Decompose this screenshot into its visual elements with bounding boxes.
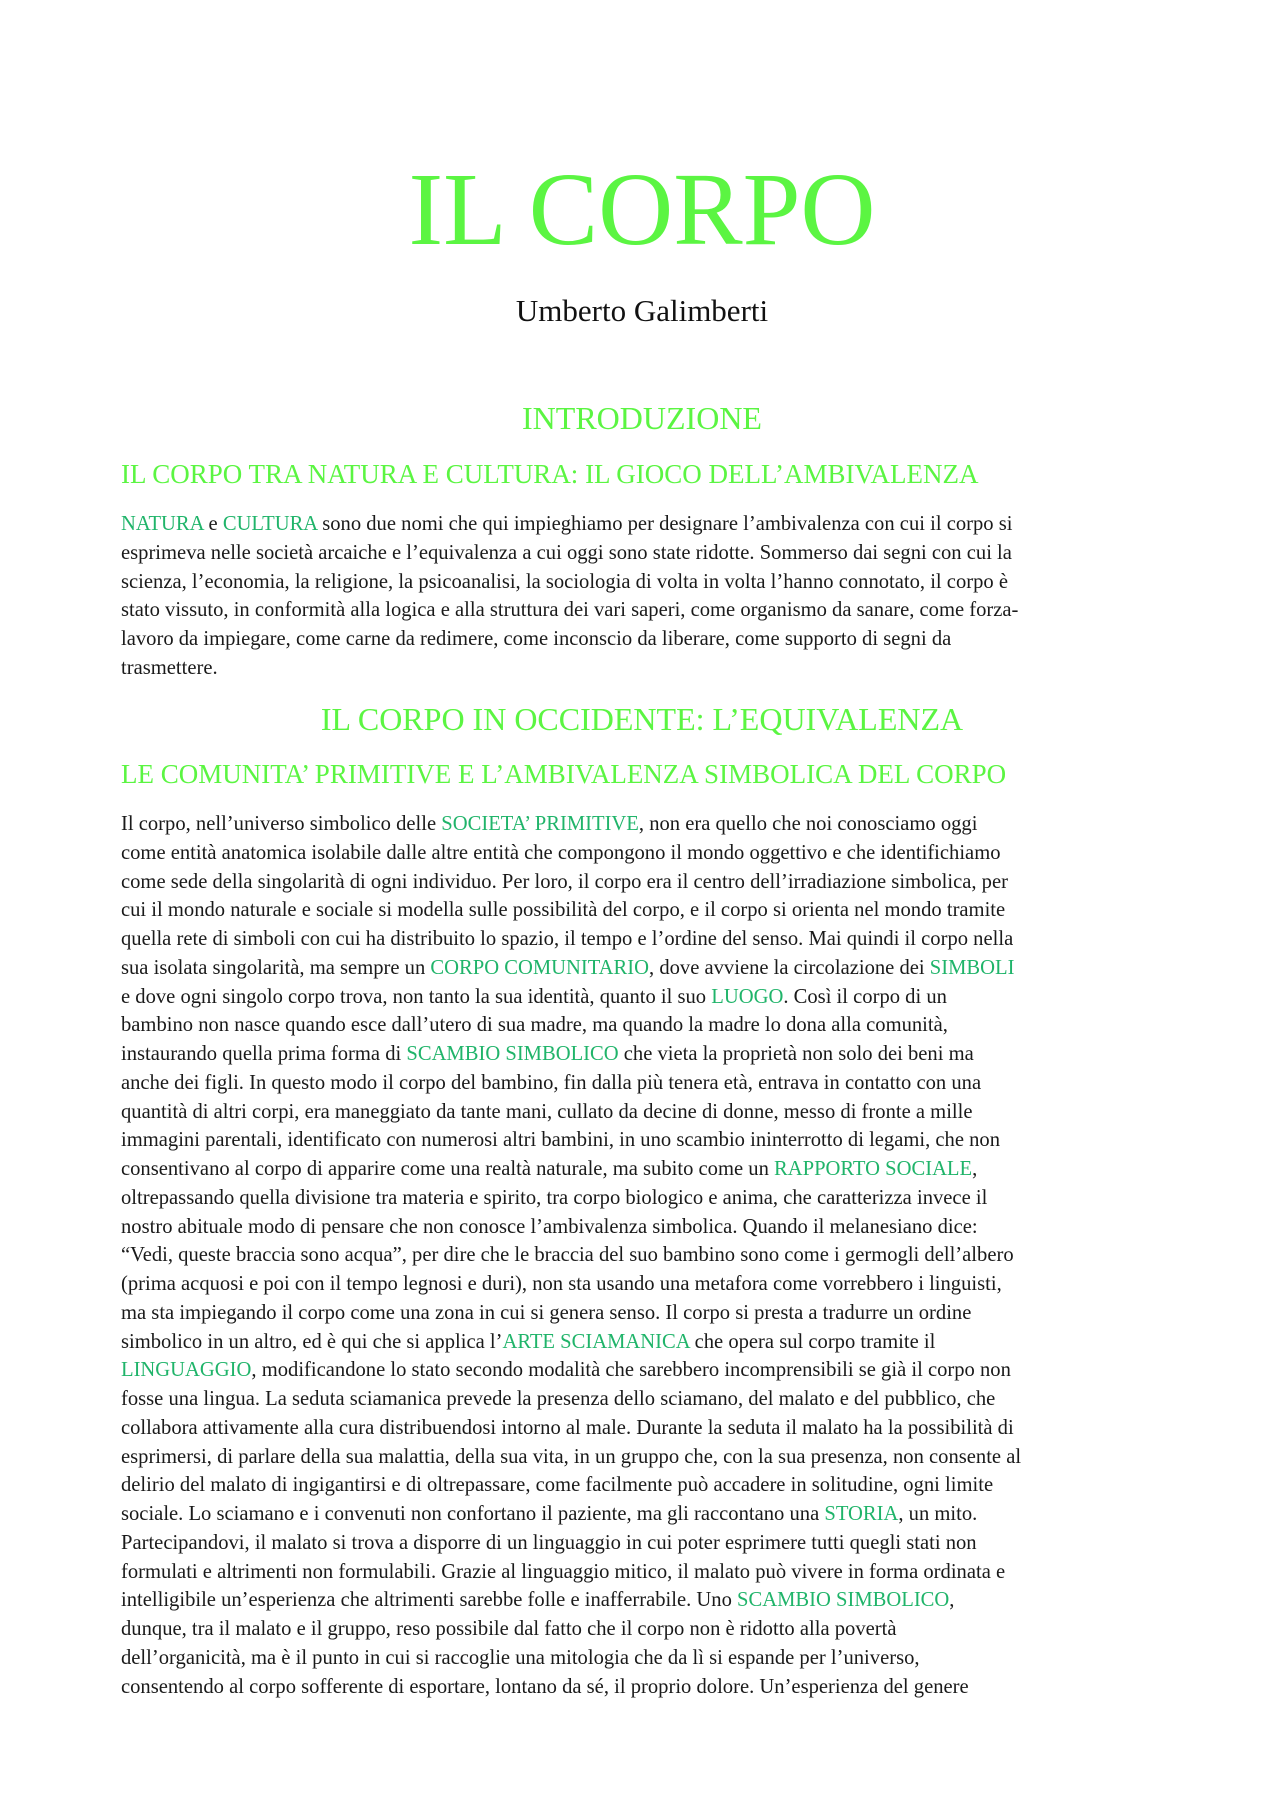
text-run: scienza, l’economia, la religione, la psicoanalisi, la sociologia di volta in volta l’hanno connotato, il corpo è [121, 570, 1008, 593]
text-line [121, 1414, 1163, 1443]
text-line [121, 596, 1163, 625]
text-run: . Così il corpo di un [783, 985, 947, 1008]
text-run: lavoro da impiegare, come carne da redimere, come inconscio da liberare, come supporto di segni da [121, 628, 952, 650]
text-line [121, 1356, 1163, 1385]
text-run: , [972, 1158, 978, 1180]
text-run: (prima acquosi e poi con il tempo legnosi e duri), non sta usando una metafora come vorrebbero i linguisti, [121, 1273, 1002, 1295]
text-line [121, 1299, 1163, 1328]
text-run: come entità anatomica isolabile dalle altre entità che compongono il mondo oggettivo e che identifichiamo [121, 841, 1001, 864]
text-run: dunque, tra il malato e il gruppo, reso possibile dal fatto che il corpo non è ridotto alla povertà [121, 1618, 897, 1640]
text-line [121, 1558, 1163, 1587]
text-run: e [203, 513, 223, 535]
text-line [121, 1443, 1163, 1472]
keyword-term: LUOGO [711, 985, 784, 1008]
keyword-term: SOCIETA’ PRIMITIVE [441, 813, 639, 835]
text-line [121, 896, 1163, 925]
text-run: immagini parentali, identificato con numerosi altri bambini, in uno scambio ininterrotto di legami, che non [121, 1129, 1001, 1152]
text-run: oltrepassando quella divisione tra materia e spirito, tra corpo biologico e anima, che caratterizza invece il [121, 1186, 988, 1209]
document-title: IL CORPO [408, 152, 876, 267]
text-run: esprimersi, di parlare della sua malattia, della sua vita, in un gruppo che, con la sua presenza, non consente al [121, 1445, 1022, 1468]
text-line [121, 1673, 1163, 1702]
text-run: simbolico in un altro, ed è qui che si applica l’ [121, 1330, 503, 1353]
text-run: esprimeva nelle società arcaiche e l’equivalenza a cui oggi sono state ridotte. Sommerso dai segni con cui la [121, 541, 1012, 564]
text-run: fosse una lingua. La seduta sciamanica prevede la presenza dello sciamano, del malato e del pubblico, che [121, 1388, 996, 1410]
text-line [121, 1529, 1163, 1558]
text-line [121, 1471, 1163, 1500]
text-line [121, 1385, 1163, 1414]
text-line [121, 810, 1163, 839]
keyword-term: STORIA [824, 1503, 899, 1525]
heading-introduzione: INTRODUZIONE [522, 400, 762, 436]
text-line [121, 1270, 1163, 1299]
text-line [121, 539, 1163, 568]
paragraph-natura-cultura [121, 510, 1163, 683]
text-line [121, 625, 1163, 654]
text-line [121, 954, 1163, 983]
keyword-term: LINGUAGGIO [121, 1359, 252, 1382]
paragraph-comunita-primitive [121, 810, 1163, 1701]
text-run: formulati e altrimenti non formulabili. Grazie al linguaggio mitico, il malato può vivere in forma ordinata e [121, 1560, 1006, 1583]
heading-occidente: IL CORPO IN OCCIDENTE: L’EQUIVALENZA [320, 701, 964, 737]
text-line [121, 1615, 1163, 1644]
text-line [121, 1184, 1163, 1213]
keyword-term: CORPO COMUNITARIO [430, 956, 650, 979]
text-line [121, 925, 1163, 954]
text-line [121, 1213, 1163, 1242]
text-run: collabora attivamente alla cura distribuendosi intorno al male. Durante la seduta il malato ha la possibilità di [121, 1416, 1014, 1439]
text-run: , [949, 1589, 955, 1612]
text-line [121, 839, 1163, 868]
text-run: intelligibile un’esperienza che altrimenti sarebbe folle e inafferrabile. Uno [121, 1589, 738, 1612]
text-line [121, 1500, 1163, 1529]
text-line [121, 1011, 1163, 1040]
text-run: stato vissuto, in conformità alla logica e alla struttura dei vari saperi, come organismo da sanare, come forza- [121, 599, 1019, 622]
keyword-term: SCAMBIO SIMBOLICO [737, 1589, 950, 1612]
text-run: sociale. Lo sciamano e i convenuti non confortano il paziente, ma gli raccontano una [121, 1503, 825, 1525]
keyword-term: ARTE SCIAMANICA [502, 1330, 690, 1353]
keyword-term: CULTURA [222, 513, 318, 535]
text-run: che vieta la proprietà non solo dei beni ma [618, 1043, 974, 1065]
text-run: Partecipandovi, il malato si trova a disporre di un linguaggio in cui poter esprimere tutti quegli stati non [121, 1531, 977, 1554]
text-line [121, 983, 1163, 1012]
text-run: , non era quello che noi conosciamo oggi [638, 813, 978, 835]
text-line [121, 1586, 1163, 1615]
text-line [121, 1040, 1163, 1069]
text-run: , dove avviene la circolazione dei [649, 956, 930, 979]
text-run: e dove ogni singolo corpo trova, non tanto la sua identità, quanto il suo [121, 985, 712, 1008]
text-run: bambino non nasce quando esce dall’utero di sua madre, ma quando la madre lo dona alla comunità, [121, 1014, 948, 1037]
text-run: sua isolata singolarità, ma sempre un [121, 956, 431, 979]
keyword-term: SCAMBIO SIMBOLICO [406, 1043, 619, 1065]
keyword-term: RAPPORTO SOCIALE [774, 1158, 973, 1180]
text-run: anche dei figli. In questo modo il corpo del bambino, fin dalla più tenera età, entrava in contatto con una [121, 1071, 982, 1094]
text-line [121, 868, 1163, 897]
heading-natura-cultura: IL CORPO TRA NATURA E CULTURA: IL GIOCO DELL’AMBIVALENZA [121, 459, 979, 489]
text-run: consentivano al corpo di apparire come una realtà naturale, ma subito come un [121, 1158, 775, 1180]
text-line [121, 654, 1163, 683]
text-run: cui il mondo naturale e sociale si modella sulle possibilità del corpo, e il corpo si orienta nel mondo tramite [121, 899, 1006, 922]
text-run: quella rete di simboli con cui ha distribuito lo spazio, il tempo e l’ordine del senso. Mai quindi il corpo nella [121, 928, 1014, 950]
text-run: instaurando quella prima forma di [121, 1043, 407, 1065]
text-run: “Vedi, queste braccia sono acqua”, per dire che le braccia del suo bambino sono come i germogli dell’albero [121, 1244, 1014, 1267]
text-line [121, 510, 1163, 539]
heading-comunita-primitive: LE COMUNITA’ PRIMITIVE E L’AMBIVALENZA SIMBOLICA DEL CORPO [121, 759, 1007, 789]
text-line [121, 1328, 1163, 1357]
text-run: nostro abituale modo di pensare che non conosce l’ambivalenza simbolica. Quando il melanesiano dice: [121, 1215, 978, 1238]
text-line [121, 1069, 1163, 1098]
text-run: , un mito. [898, 1503, 978, 1525]
text-run: delirio del malato di ingigantirsi e di oltrepassare, come facilmente può accadere in solitudine, ogni limite [121, 1474, 994, 1497]
text-run: Il corpo, nell’universo simbolico delle [121, 813, 442, 835]
text-run: come sede della singolarità di ogni individuo. Per loro, il corpo era il centro dell’irradiazione simbolica, per [121, 870, 1008, 893]
text-line [121, 1644, 1163, 1673]
text-line [121, 568, 1163, 597]
text-run: quantità di altri corpi, era maneggiato da tante mani, cullato da decine di donne, messo di fronte a mille [121, 1100, 973, 1123]
text-run: trasmettere. [121, 656, 218, 679]
text-run: , modificandone lo stato secondo modalità che sarebbero incomprensibili se già il corpo non [251, 1359, 1011, 1382]
text-line [121, 1241, 1163, 1270]
keyword-term: NATURA [121, 513, 204, 535]
text-line [121, 1098, 1163, 1127]
text-run: ma sta impiegando il corpo come una zona in cui si genera senso. Il corpo si presta a tradurre un ordine [121, 1301, 972, 1324]
text-run: sono due nomi che qui impieghiamo per designare l’ambivalenza con cui il corpo si [317, 513, 1013, 535]
keyword-term: SIMBOLI [929, 956, 1015, 979]
author-name: Umberto Galimberti [515, 293, 769, 328]
text-run: che opera sul corpo tramite il [689, 1330, 936, 1353]
text-run: consentendo al corpo sofferente di esportare, lontano da sé, il proprio dolore. Un’esperienza del genere [121, 1675, 969, 1698]
text-run: dell’organicità, ma è il punto in cui si raccoglie una mitologia che da lì si espande per l’universo, [121, 1646, 920, 1669]
text-line [121, 1126, 1163, 1155]
text-line [121, 1155, 1163, 1184]
